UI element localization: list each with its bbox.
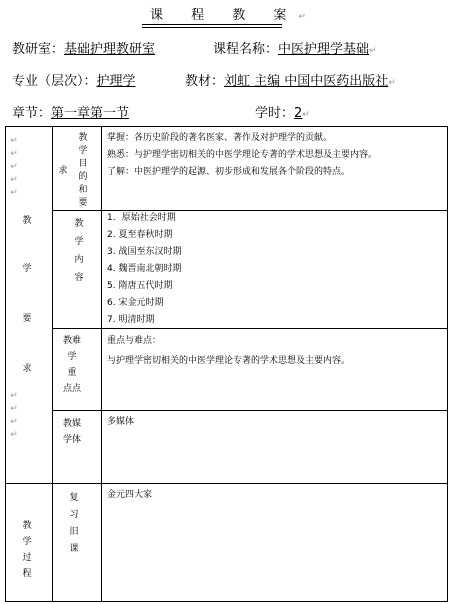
objectives-label-prefix: 求 bbox=[58, 166, 68, 176]
chapter-label: 章节： bbox=[12, 106, 52, 121]
objectives-text bbox=[107, 130, 377, 181]
col-line-2 bbox=[101, 126, 102, 602]
objective-familiar: 熟悉：与护理学密切相关的中医学理论专著的学术思想及主要内容。 bbox=[107, 150, 378, 160]
list-item: 2. 夏至春秋时期 bbox=[107, 230, 173, 240]
col-line-1 bbox=[52, 126, 53, 602]
row-line-4 bbox=[5, 483, 448, 484]
course-label: 课程名称： bbox=[213, 42, 279, 57]
list-item: 5. 隋唐五代时期 bbox=[107, 281, 173, 291]
list-item: 4. 魏晋南北朝时期 bbox=[107, 264, 182, 274]
objective-understand: 了解：中医护理学的起源、初步形成和发展各个阶段的特点。 bbox=[107, 167, 351, 177]
list-item: 3. 战国至东汉时期 bbox=[107, 247, 182, 257]
document-title: 课 程 教 案↵ bbox=[150, 8, 306, 23]
title-underline-2 bbox=[142, 27, 282, 28]
list-item: 7. 明清时期 bbox=[107, 315, 155, 325]
row-line-3 bbox=[52, 410, 448, 411]
dept-label: 教研室： bbox=[12, 42, 65, 57]
objectives-label: 教 学 目 的 和 要 bbox=[78, 133, 88, 208]
keypoints-label: 教难 学 重 点点 bbox=[62, 336, 81, 394]
keypoints-heading: 重点与难点： bbox=[107, 336, 162, 346]
content-label: 教 学 内 容 bbox=[74, 219, 84, 283]
textbook-label: 教材： bbox=[185, 74, 225, 89]
review-label: 复 习 旧 课 bbox=[69, 493, 79, 554]
textbook-value: 刘虹 主编 中国中医药出版社 bbox=[224, 74, 389, 89]
title-underline bbox=[142, 24, 282, 25]
side2-char-4: 程 bbox=[22, 569, 32, 579]
hours-label: 学时： bbox=[255, 106, 295, 121]
side-char-1: 教 bbox=[22, 216, 32, 226]
chapter-field bbox=[12, 102, 129, 121]
side2-char-3: 过 bbox=[22, 553, 32, 563]
side2-char-2: 学 bbox=[22, 537, 32, 547]
side2-char-1: 教 bbox=[22, 521, 32, 531]
dept-value: 基础护理教研室 bbox=[64, 42, 156, 57]
course-field: 课程名称：中医护理学基础↵ bbox=[213, 42, 377, 57]
side-char-2: 学 bbox=[22, 264, 32, 274]
major-field bbox=[12, 70, 136, 89]
hours-value: 2 bbox=[294, 106, 303, 121]
dept-field bbox=[12, 38, 155, 57]
hours-field: 学时：2↵ bbox=[255, 106, 310, 121]
side-char-3: 要 bbox=[22, 314, 32, 324]
method-text: 多媒体 bbox=[107, 417, 135, 427]
keypoints-text: 与护理学密切相关的中医学理论专著的学术思想及主要内容。 bbox=[107, 356, 351, 366]
method-label: 教媒 学体 bbox=[62, 419, 81, 445]
course-value: 中医护理学基础 bbox=[278, 42, 370, 57]
chapter-value: 第一章第一节 bbox=[51, 106, 130, 121]
major-value: 护理学 bbox=[96, 74, 136, 89]
content-list bbox=[107, 210, 181, 329]
list-item: 6. 宋金元时期 bbox=[107, 298, 164, 308]
objective-master: 掌握：各历史阶段的著名医家、著作及对护理学的贡献。 bbox=[107, 133, 333, 143]
document-title-text: 课 程 教 案 bbox=[150, 8, 299, 23]
list-item: 1．原始社会时期 bbox=[107, 213, 176, 223]
major-label: 专业（层次）： bbox=[12, 74, 97, 89]
textbook-field: 教材：刘虹 主编 中国中医药出版社↵ bbox=[185, 74, 396, 89]
review-text: 金元四大家 bbox=[107, 490, 153, 500]
side-char-4: 求 bbox=[22, 364, 32, 374]
